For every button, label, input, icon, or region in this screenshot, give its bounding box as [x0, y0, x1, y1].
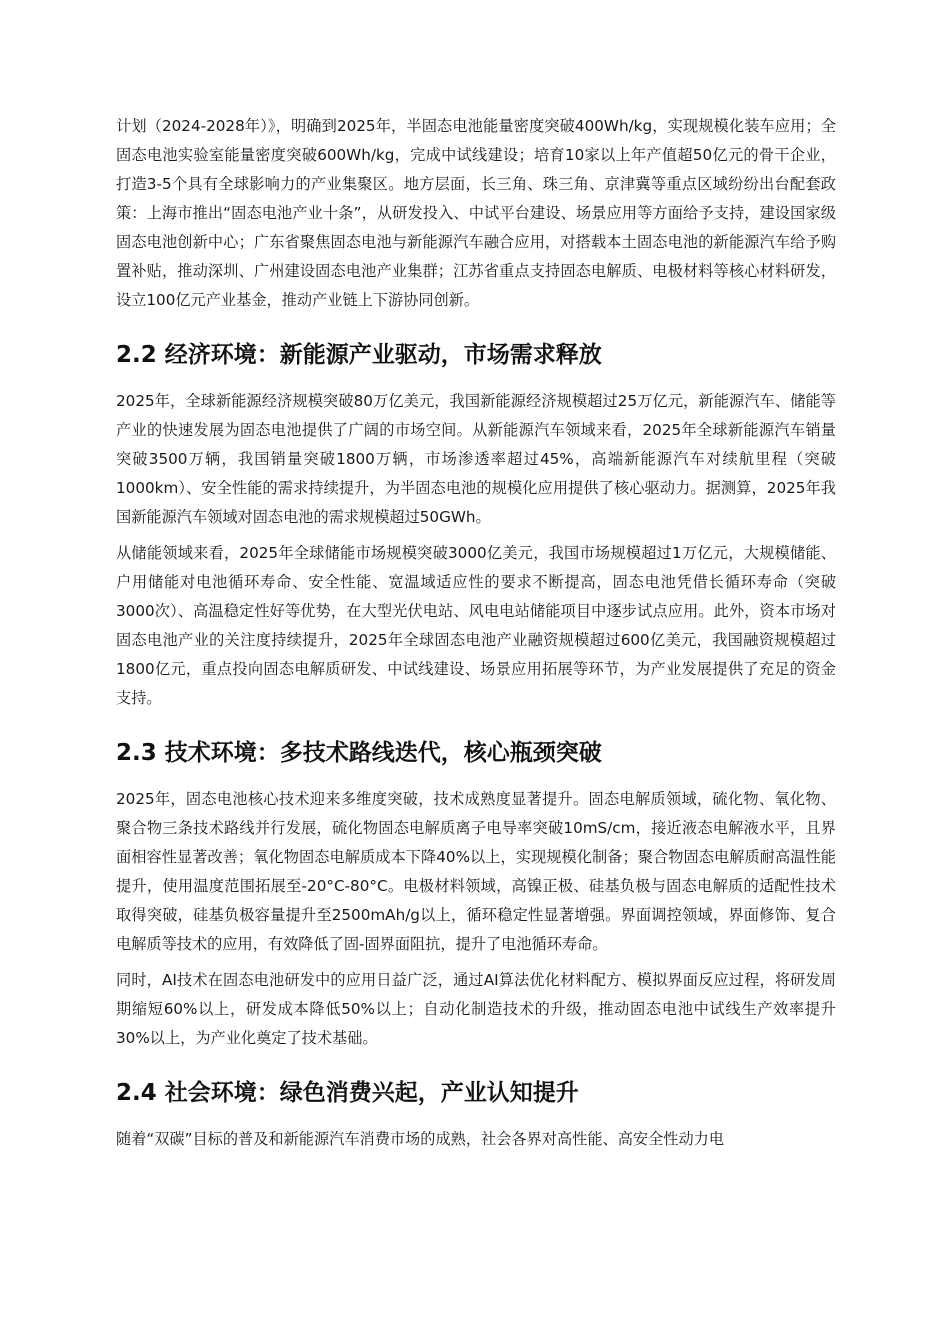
section-heading-economic: 2.2 经济环境：新能源产业驱动，市场需求释放 [116, 342, 602, 368]
section-heading-technology: 2.3 技术环境：多技术路线迭代，核心瓶颈突破 [116, 740, 602, 766]
document-body [116, 112, 836, 1161]
section-heading-social: 2.4 社会环境：绿色消费兴起，产业认知提升 [116, 1080, 579, 1106]
economic-paragraph-2: 从储能领域来看，2025年全球储能市场规模突破3000亿美元，我国市场规模超过1万亿元，大规模储能、户用储能对电池循环寿命、安全性能、宽温域适应性的要求不断提高，固态电池凭借长循环寿命（突破3000次）、高温稳定性好等优势，在大型光伏电站、风电电站储能项目中逐步试点应用。此外，资本市场对固态电池产业的关注度持续提升，2025年全球固态电池产业融资规模超过600亿美元，我国融资规模超过1800亿元，重点投向固态电解质研发、中试线建设、场景应用拓展等环节，为产业发展提供了充足的资金支持。 [116, 544, 836, 707]
intro-paragraph: 计划（2024-2028年）》，明确到2025年，半固态电池能量密度突破400Wh/kg，实现规模化装车应用；全固态电池实验室能量密度突破600Wh/kg，完成中试线建设；培育10家以上年产值超50亿元的骨干企业，打造3-5个具有全球影响力的产业集聚区。地方层面，长三角、珠三角、京津冀等重点区域纷纷出台配套政策：上海市推出“固态电池产业十条”，从研发投入、中试平台建设、场景应用等方面给予支持，建设国家级固态电池创新中心；广东省聚焦固态电池与新能源汽车融合应用，对搭载本土固态电池的新能源汽车给予购置补贴，推动深圳、广州建设固态电池产业集群；江苏省重点支持固态电解质、电极材料等核心材料研发，设立100亿元产业基金，推动产业链上下游协同创新。 [116, 117, 836, 309]
economic-paragraph-1: 2025年，全球新能源经济规模突破80万亿美元，我国新能源经济规模超过25万亿元，新能源汽车、储能等产业的快速发展为固态电池提供了广阔的市场空间。从新能源汽车领域来看，2025年全球新能源汽车销量突破3500万辆，我国销量突破1800万辆，市场渗透率超过45%，高端新能源汽车对续航里程（突破1000km）、安全性能的需求持续提升，为半固态电池的规模化应用提供了核心驱动力。据测算，2025年我国新能源汽车领域对固态电池的需求规模超过50GWh。 [116, 392, 836, 526]
social-paragraph-1: 随着“双碳”目标的普及和新能源汽车消费市场的成熟，社会各界对高性能、高安全性动力电 [116, 1130, 725, 1148]
technology-paragraph-1: 2025年，固态电池核心技术迎来多维度突破，技术成熟度显著提升。固态电解质领域，硫化物、氧化物、聚合物三条技术路线并行发展，硫化物固态电解质离子电导率突破10mS/cm，接近液态电解液水平，且界面相容性显著改善；氧化物固态电解质成本下降40%以上，实现规模化制备；聚合物固态电解质耐高温性能提升，使用温度范围拓展至-20°C-80°C。电极材料领域，高镍正极、硅基负极与固态电解质的适配性技术取得突破，硅基负极容量提升至2500mAh/g以上，循环稳定性显著增强。界面调控领域，界面修饰、复合电解质等技术的应用，有效降低了固-固界面阻抗，提升了电池循环寿命。 [116, 790, 836, 953]
technology-paragraph-2: 同时，AI技术在固态电池研发中的应用日益广泛，通过AI算法优化材料配方、模拟界面反应过程，将研发周期缩短60%以上，研发成本降低50%以上；自动化制造技术的升级，推动固态电池中试线生产效率提升30%以上，为产业化奠定了技术基础。 [116, 971, 836, 1047]
